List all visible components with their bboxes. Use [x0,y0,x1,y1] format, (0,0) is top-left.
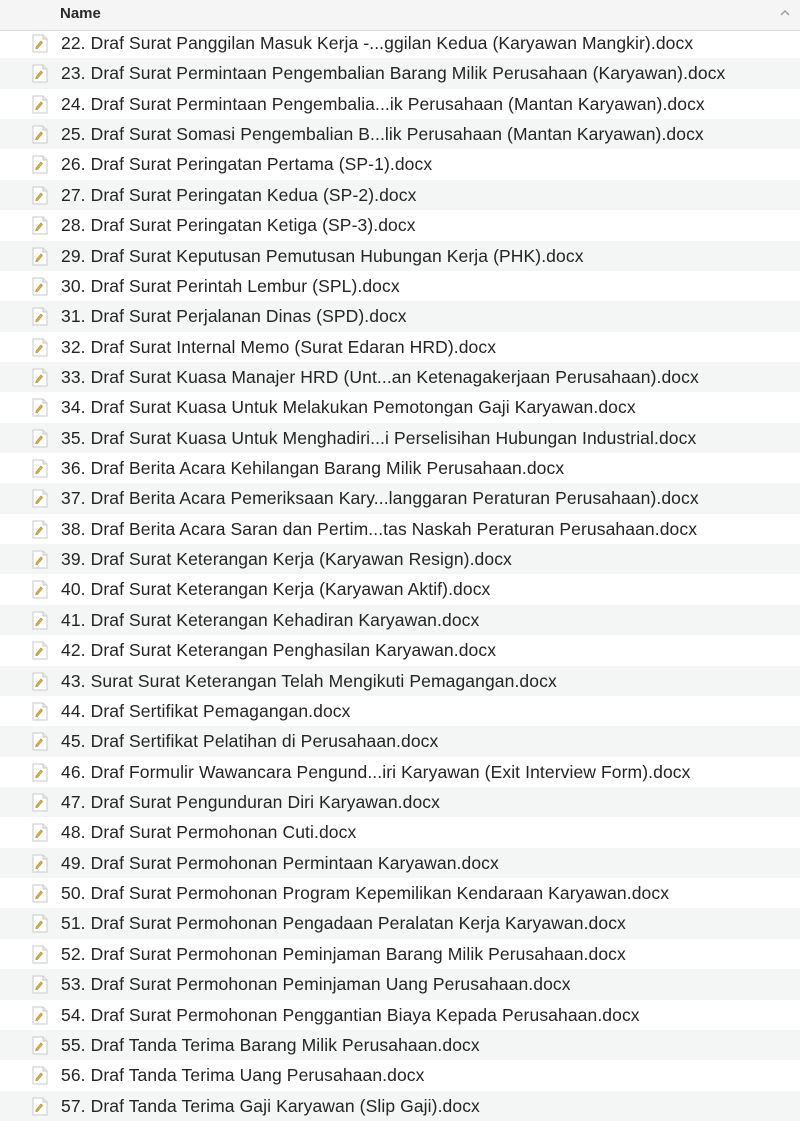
docx-document-icon [31,884,49,903]
file-name: 36. Draf Berita Acara Kehilangan Barang Milik Perusahaan.docx [61,458,565,479]
docx-document-icon [31,580,49,599]
docx-document-icon [31,793,49,812]
file-name: 30. Draf Surat Perintah Lembur (SPL).docx [61,275,400,296]
file-name: 44. Draf Sertifikat Pemagangan.docx [61,700,351,721]
file-row[interactable] [0,423,800,453]
file-name: 57. Draf Tanda Terima Gaji Karyawan (Slip Gaji).docx [61,1095,480,1116]
docx-document-icon [31,186,49,205]
file-row[interactable] [0,210,800,240]
file-name: 46. Draf Formulir Wawancara Pengund...iri Karyawan (Exit Interview Form).docx [61,761,691,782]
file-row[interactable] [0,817,800,847]
file-name: 29. Draf Surat Keputusan Pemutusan Hubungan Kerja (PHK).docx [61,245,584,266]
file-name: 24. Draf Surat Permintaan Pengembalia...ik Perusahaan (Mantan Karyawan).docx [61,93,705,114]
file-name: 27. Draf Surat Peringatan Kedua (SP-2).docx [61,184,417,205]
docx-document-icon [31,125,49,144]
docx-document-icon [31,520,49,539]
docx-document-icon [31,1097,49,1116]
docx-document-icon [31,429,49,448]
file-name: 32. Draf Surat Internal Memo (Surat Edaran HRD).docx [61,336,497,357]
chevron-up-icon[interactable] [778,6,792,20]
file-name: 47. Draf Surat Pengunduran Diri Karyawan.docx [61,791,441,812]
file-row[interactable] [0,939,800,969]
name-column-header[interactable]: Name [60,5,101,22]
docx-document-icon [31,216,49,235]
file-row[interactable] [0,574,800,604]
docx-document-icon [31,277,49,296]
file-row[interactable] [0,362,800,392]
docx-document-icon [31,247,49,266]
file-row[interactable] [0,1091,800,1121]
file-name: 33. Draf Surat Kuasa Manajer HRD (Unt...an Ketenagakerjaan Perusahaan).docx [61,366,699,387]
docx-document-icon [31,1006,49,1025]
file-row[interactable] [0,301,800,331]
file-name: 50. Draf Surat Permohonan Program Kepemilikan Kendaraan Karyawan.docx [61,883,670,904]
docx-document-icon [31,611,49,630]
file-name: 45. Draf Sertifikat Pelatihan di Perusahaan.docx [61,731,439,752]
file-row[interactable] [0,241,800,271]
column-header[interactable] [0,0,800,31]
file-name: 48. Draf Surat Permohonan Cuti.docx [61,822,357,843]
docx-document-icon [31,854,49,873]
file-name: 41. Draf Surat Keterangan Kehadiran Karyawan.docx [61,609,480,630]
file-row[interactable] [0,28,800,58]
file-row[interactable] [0,848,800,878]
file-name: 52. Draf Surat Permohonan Peminjaman Barang Milik Perusahaan.docx [61,943,626,964]
docx-document-icon [31,95,49,114]
file-name: 25. Draf Surat Somasi Pengembalian B...lik Perusahaan (Mantan Karyawan).docx [61,124,704,145]
file-name: 23. Draf Surat Permintaan Pengembalian Barang Milik Perusahaan (Karyawan).docx [61,63,726,84]
file-row[interactable] [0,726,800,756]
file-name: 34. Draf Surat Kuasa Untuk Melakukan Pemotongan Gaji Karyawan.docx [61,397,636,418]
file-row[interactable] [0,271,800,301]
docx-document-icon [31,702,49,721]
docx-document-icon [31,672,49,691]
file-name: 49. Draf Surat Permohonan Permintaan Karyawan.docx [61,852,499,873]
docx-document-icon [31,64,49,83]
file-row[interactable] [0,1000,800,1030]
file-name: 39. Draf Surat Keterangan Kerja (Karyawan Resign).docx [61,549,512,570]
docx-document-icon [31,1036,49,1055]
file-row[interactable] [0,514,800,544]
file-row[interactable] [0,757,800,787]
file-row[interactable] [0,89,800,119]
docx-document-icon [31,945,49,964]
docx-document-icon [31,641,49,660]
file-row[interactable] [0,666,800,696]
file-row[interactable] [0,1060,800,1090]
file-list [0,28,800,1121]
docx-document-icon [31,368,49,387]
file-row[interactable] [0,453,800,483]
docx-document-icon [31,823,49,842]
file-name: 53. Draf Surat Permohonan Peminjaman Uang Perusahaan.docx [61,974,571,995]
file-row[interactable] [0,392,800,422]
file-name: 40. Draf Surat Keterangan Kerja (Karyawan Aktif).docx [61,579,491,600]
file-name: 42. Draf Surat Keterangan Penghasilan Karyawan.docx [61,640,497,661]
file-row[interactable] [0,180,800,210]
file-row[interactable] [0,787,800,817]
file-row[interactable] [0,149,800,179]
file-row[interactable] [0,119,800,149]
file-row[interactable] [0,1030,800,1060]
file-row[interactable] [0,878,800,908]
docx-document-icon [31,338,49,357]
file-name: 35. Draf Surat Kuasa Untuk Menghadiri...i Perselisihan Hubungan Industrial.docx [61,427,697,448]
docx-document-icon [31,398,49,417]
file-row[interactable] [0,969,800,999]
file-row[interactable] [0,332,800,362]
docx-document-icon [31,763,49,782]
docx-document-icon [31,34,49,53]
docx-document-icon [31,155,49,174]
docx-document-icon [31,550,49,569]
docx-document-icon [31,1066,49,1085]
file-name: 51. Draf Surat Permohonan Pengadaan Peralatan Kerja Karyawan.docx [61,913,626,934]
file-name: 54. Draf Surat Permohonan Penggantian Biaya Kepada Perusahaan.docx [61,1004,640,1025]
docx-document-icon [31,732,49,751]
file-name: 38. Draf Berita Acara Saran dan Pertim...tas Naskah Peraturan Perusahaan.docx [61,518,698,539]
file-name: 26. Draf Surat Peringatan Pertama (SP-1).docx [61,154,433,175]
file-row[interactable] [0,908,800,938]
docx-document-icon [31,914,49,933]
file-name: 22. Draf Surat Panggilan Masuk Kerja -...ggilan Kedua (Karyawan Mangkir).docx [61,33,694,53]
file-name: 55. Draf Tanda Terima Barang Milik Perusahaan.docx [61,1034,480,1055]
file-name: 37. Draf Berita Acara Pemeriksaan Kary...langgaran Peraturan Perusahaan).docx [61,488,699,509]
file-row[interactable] [0,605,800,635]
docx-document-icon [31,307,49,326]
file-row[interactable] [0,483,800,513]
file-row[interactable] [0,544,800,574]
file-name: 28. Draf Surat Peringatan Ketiga (SP-3).docx [61,215,416,236]
file-name: 31. Draf Surat Perjalanan Dinas (SPD).docx [61,306,407,327]
file-name: 56. Draf Tanda Terima Uang Perusahaan.docx [61,1065,425,1086]
file-row[interactable] [0,635,800,665]
file-row[interactable] [0,58,800,88]
docx-document-icon [31,459,49,478]
file-row[interactable] [0,696,800,726]
docx-document-icon [31,975,49,994]
docx-document-icon [31,489,49,508]
file-name: 43. Surat Surat Keterangan Telah Mengikuti Pemagangan.docx [61,670,557,691]
